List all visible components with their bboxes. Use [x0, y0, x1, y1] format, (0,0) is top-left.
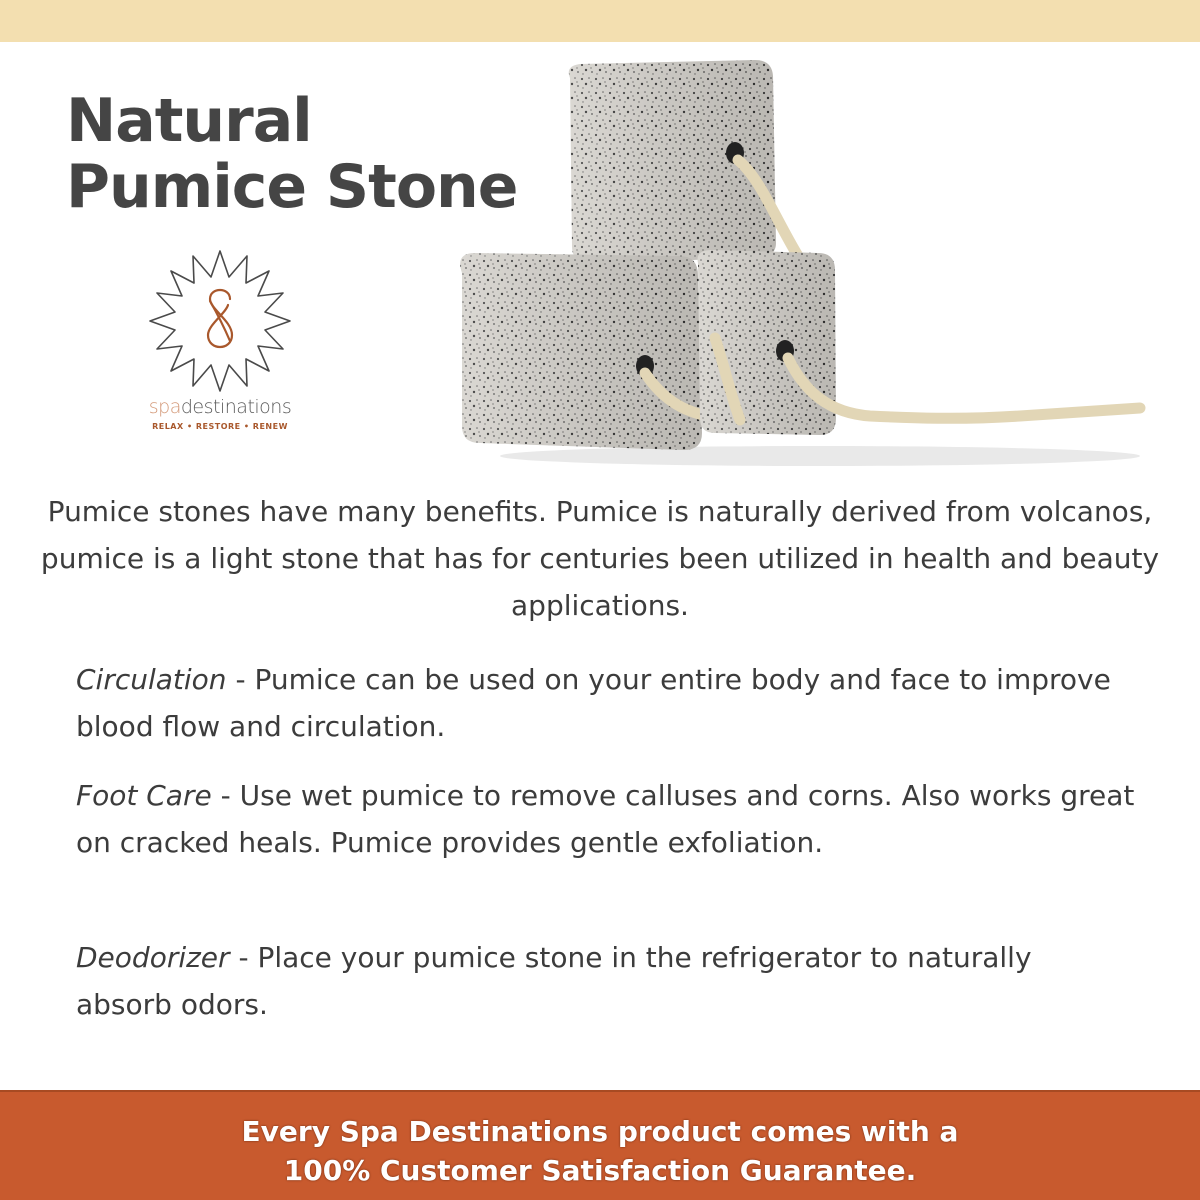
top-decorative-band	[0, 0, 1200, 42]
benefit-circulation	[76, 656, 1136, 750]
brand-tagline: RELAX • RESTORE • RENEW	[152, 422, 288, 431]
brand-wordmark	[110, 396, 330, 418]
benefit-title: Deodorizer	[76, 941, 230, 974]
benefit-text: - Place your pumice stone in the refrigerator to naturally absorb odors.	[76, 941, 1032, 1021]
brand-wordmark-spa: spa	[148, 396, 181, 418]
title-line-1: Natural	[66, 86, 312, 156]
title-line-2: Pumice Stone	[66, 152, 518, 222]
pumice-stones-image	[440, 48, 1180, 468]
guarantee-line-1: Every Spa Destinations product comes with a	[241, 1115, 959, 1148]
benefit-title: Foot Care	[76, 779, 212, 812]
guarantee-banner	[0, 1090, 1200, 1200]
benefit-title: Circulation	[76, 663, 227, 696]
intro-paragraph: Pumice stones have many benefits. Pumice is naturally derived from volcanos, pumice is a light stone that has for centuries been utilized in health and beauty applications.	[40, 495, 1160, 622]
brand-logo	[110, 248, 330, 438]
pumice-stones-photo	[440, 48, 1180, 468]
benefit-text: - Use wet pumice to remove calluses and corns. Also works great on cracked heals. Pumice provides gentle exfoliation.	[76, 779, 1135, 859]
sunflower-monogram-icon	[146, 248, 294, 394]
benefit-foot-care	[76, 772, 1136, 866]
benefit-text: - Pumice can be used on your entire body and face to improve blood flow and circulation.	[76, 663, 1111, 743]
brand-wordmark-destinations: destinations	[180, 396, 292, 418]
benefit-deodorizer	[76, 934, 1136, 1028]
guarantee-line-2: 100% Customer Satisfaction Guarantee.	[283, 1154, 917, 1187]
